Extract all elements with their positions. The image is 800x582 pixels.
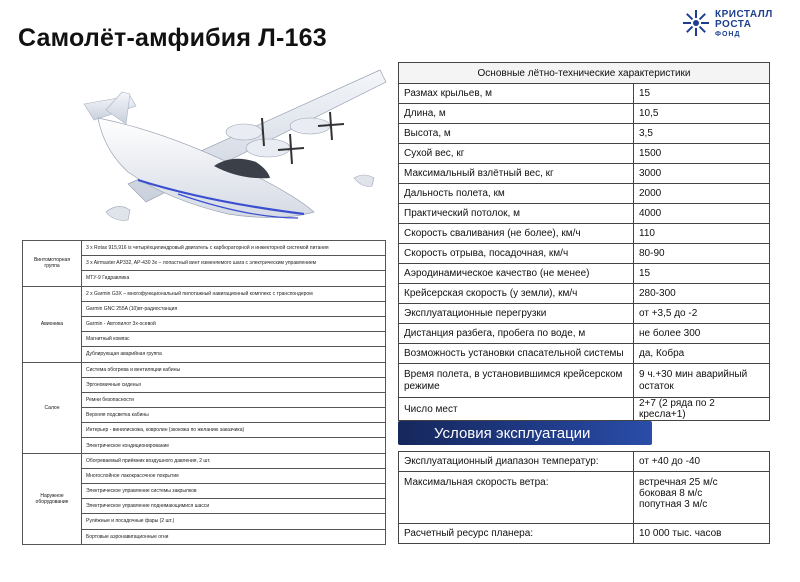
equipment-row (23, 362, 386, 377)
spec-value: 9 ч.+30 мин аварийный остаток (634, 364, 770, 398)
specs-row (399, 364, 770, 398)
spec-value: 280-300 (634, 284, 770, 304)
specs-header: Основные лётно-технические характеристики (399, 63, 770, 84)
spec-value: 80-90 (634, 244, 770, 264)
spec-label: Дальность полета, км (399, 184, 634, 204)
equipment-item: Интерьер - винилискожа, ковролин (экокожа по желанию заказчика) (82, 423, 386, 438)
spec-label: Время полета, в установившимся крейсерском режиме (399, 364, 634, 398)
spec-label: Дистанция разбега, пробега по воде, м (399, 324, 634, 344)
spec-value: 15 (634, 264, 770, 284)
equipment-item: 2 x Garmin G3X – многофункциональный пилотажный навигационный комплекс с транспондером (82, 286, 386, 301)
spec-value: от +3,5 до -2 (634, 304, 770, 324)
spec-value: 3000 (634, 164, 770, 184)
conditions-table (398, 451, 770, 544)
logo (681, 8, 791, 42)
spec-value: не более 300 (634, 324, 770, 344)
specs-row (399, 84, 770, 104)
wind-tailwind: попутная 3 м/с (639, 499, 708, 510)
aircraft-image (18, 62, 387, 234)
specs-row (399, 164, 770, 184)
spec-value: 110 (634, 224, 770, 244)
equipment-item: 3 x Rotax 915,916 is четырёхцилиндровый двигатель с карбюраторной и инжекторной системой питания (82, 241, 386, 256)
spec-label: Длина, м (399, 104, 634, 124)
equipment-item: МТУ-9 Гидравлика (82, 271, 386, 286)
equipment-row (23, 453, 386, 468)
spec-label: Сухой вес, кг (399, 144, 634, 164)
specs-row (399, 284, 770, 304)
equipment-item: Ремни безопасности (82, 392, 386, 407)
equipment-item: Система обогрева и вентиляции кабины (82, 362, 386, 377)
page-title: Самолёт-амфибия Л-163 (18, 24, 327, 52)
spec-label: Скорость отрыва, посадочная, км/ч (399, 244, 634, 264)
spec-label: Максимальный взлётный вес, кг (399, 164, 634, 184)
spec-label: Высота, м (399, 124, 634, 144)
logo-text: КРИСТАЛЛ РОСТА ФОНД (715, 9, 773, 38)
spec-value: да, Кобра (634, 344, 770, 364)
specs-table (398, 62, 770, 421)
spec-label: Крейсерская скорость (у земли), км/ч (399, 284, 634, 304)
condition-label: Расчетный ресурс планера: (399, 524, 634, 544)
specs-row (399, 324, 770, 344)
equipment-item: Электрическое управление поднимающимися шасси (82, 499, 386, 514)
equipment-group: Салон (23, 362, 82, 453)
spec-value: 2+7 (2 ряда по 2 кресла+1) (634, 398, 770, 421)
specs-row (399, 344, 770, 364)
specs-row (399, 244, 770, 264)
specs-row (399, 398, 770, 421)
equipment-row (23, 241, 386, 256)
specs-row (399, 144, 770, 164)
specs-row (399, 184, 770, 204)
spec-value: 1500 (634, 144, 770, 164)
spec-value: 4000 (634, 204, 770, 224)
equipment-row (23, 286, 386, 301)
equipment-item: 3 x Airmaster AP332, AP-430 3x – лопастный винт изменяемого шага с электрическим управлением (82, 256, 386, 271)
conditions-row (399, 524, 770, 544)
equipment-item: Garmin - Автопилот 3х-осевой (82, 316, 386, 331)
equipment-item: Многослойное лакокрасочное покрытие (82, 468, 386, 483)
spec-label: Практический потолок, м (399, 204, 634, 224)
specs-row (399, 264, 770, 284)
spec-value: 10,5 (634, 104, 770, 124)
condition-value: 10 000 тыс. часов (634, 524, 770, 544)
equipment-item: Дублирующая аварийная группа (82, 347, 386, 362)
wind-crosswind: боковая 8 м/с (639, 488, 703, 499)
spec-value: 2000 (634, 184, 770, 204)
equipment-item: Верхняя подсветка кабины (82, 408, 386, 423)
equipment-item: Обогреваемый приёмник воздушного давления, 2 шт. (82, 453, 386, 468)
condition-value (634, 472, 770, 524)
equipment-item: Эргономичные сиденья (82, 377, 386, 392)
specs-row (399, 204, 770, 224)
condition-label: Максимальная скорость ветра: (399, 472, 634, 524)
equipment-item: Бортовые аэронавигационные огни (82, 529, 386, 544)
condition-label: Эксплуатационный диапазон температур: (399, 452, 634, 472)
equipment-item: Магнитный компас (82, 332, 386, 347)
equipment-group: Авионика (23, 286, 82, 362)
specs-row (399, 224, 770, 244)
spec-label: Возможность установки спасательной системы (399, 344, 634, 364)
condition-value: от +40 до -40 (634, 452, 770, 472)
spec-label: Число мест (399, 398, 634, 421)
spec-value: 3,5 (634, 124, 770, 144)
specs-row (399, 104, 770, 124)
equipment-item: Электрическое кондиционирование (82, 438, 386, 453)
conditions-row (399, 452, 770, 472)
spec-value: 15 (634, 84, 770, 104)
specs-row (399, 124, 770, 144)
spec-label: Аэродинамическое качество (не менее) (399, 264, 634, 284)
conditions-row (399, 472, 770, 524)
specs-row (399, 304, 770, 324)
equipment-group: Винтомоторная группа (23, 241, 82, 287)
wind-headwind: встречная 25 м/с (639, 477, 718, 488)
logo-icon (681, 8, 711, 38)
spec-label: Эксплуатационные перегрузки (399, 304, 634, 324)
specs-header-row (399, 63, 770, 84)
spec-label: Размах крыльев, м (399, 84, 634, 104)
equipment-table (22, 240, 386, 545)
equipment-item: Garmin GNC 255A (10)вт-радиостанция (82, 301, 386, 316)
equipment-item: Рулёжные и посадочные фары (2 шт.) (82, 514, 386, 529)
equipment-item: Электрическое управление системы закрылков (82, 484, 386, 499)
spec-label: Скорость сваливания (не более), км/ч (399, 224, 634, 244)
conditions-heading: Условия эксплуатации (398, 421, 652, 445)
equipment-group: Наружное оборудование (23, 453, 82, 544)
